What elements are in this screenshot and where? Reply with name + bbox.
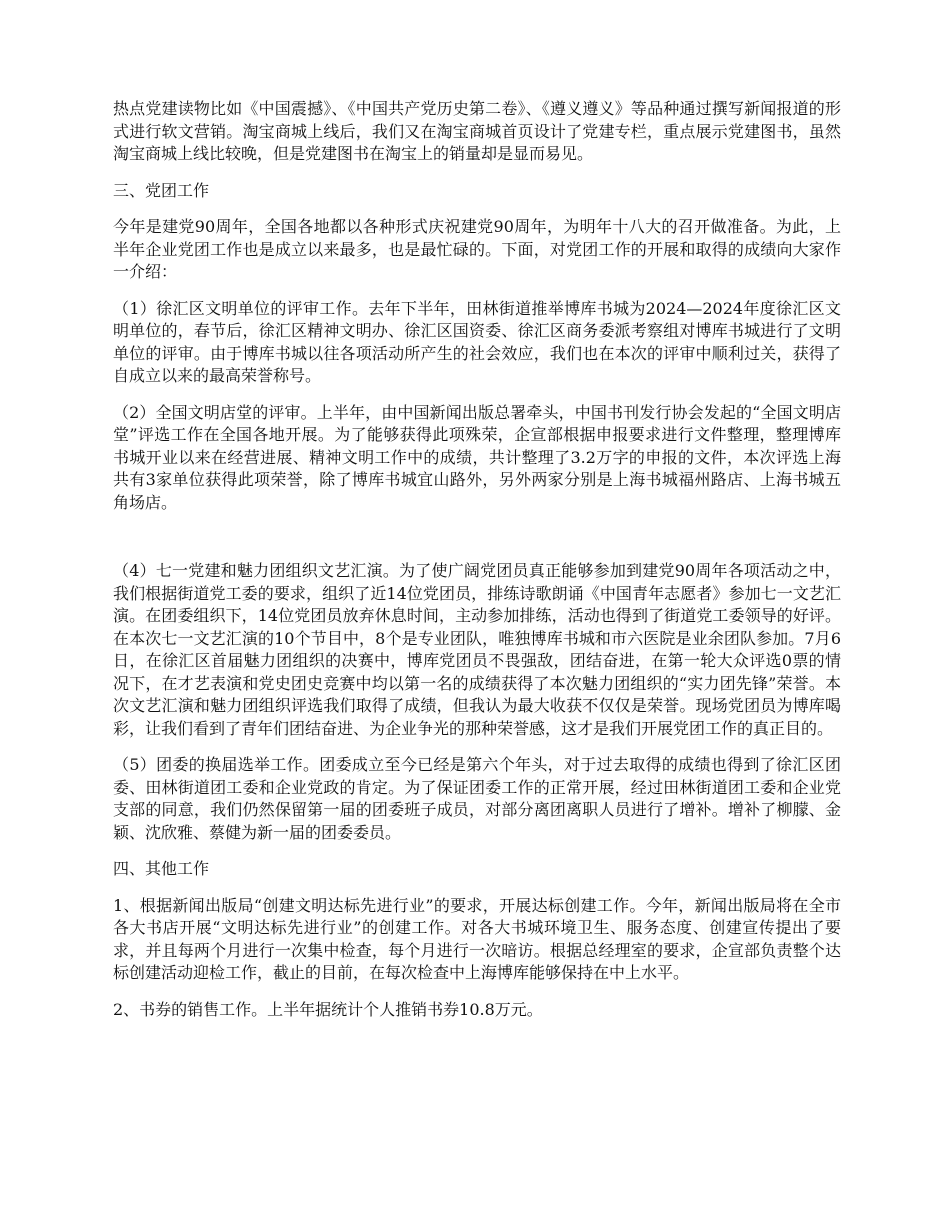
item-july-first-performance: （4）七一党建和魅力团组织文艺汇演。为了使广阔党团员真正能够参加到建党90周年各项活动之中，我们根据街道党工委的要求，组织了近14位党团员，排练诗歌朗诵《中国青年志愿者》参加七一文艺汇演。在团委组织下，14位党团员放弃休息时间，主动参加排练，活动也得到了街道党工委领导的好评。在本次七一文艺汇演的10个节目中，8个是专业团队，唯独博库书城和市六医院是业余团队参加。7月6日，在徐汇区首届魅力团组织的决赛中，博库党团员不畏强敌，团结奋进，在第一轮大众评选0票的情况下，在才艺表演和党史团史竞赛中均以第一名的成绩获得了本次魅力团组织的“实力团先锋”荣誉。本次文艺汇演和魅力团组织评选我们取得了成绩，但我认为最大收获不仅仅是荣誉。现场党团员为博库喝彩，让我们看到了青年们团结奋进、为企业争光的那种荣誉感，这才是我们开展党团工作的真正目的。	[113, 561, 841, 738]
section-heading-other-work: 四、其他工作	[113, 859, 210, 878]
item-league-election: （5）团委的换届选举工作。团委成立至今已经是第六个年头，对于过去取得的成绩也得到了徐汇区团委、田林街道团工委和企业党政的肯定。为了保证团委工作的正常开展，经过田林街道团工委和企业党支部的同意，我们仍然保留第一届的团委班子成员，对部分离团离职人员进行了增补。增补了柳朦、金颖、沈欣雅、蔡健为新一届的团委委员。	[113, 755, 841, 842]
other-item-book-vouchers: 2、书券的销售工作。上半年据统计个人推销书券10.8万元。	[113, 999, 543, 1019]
document-page	[113, 98, 841, 1021]
section-heading-party-work: 三、党团工作	[113, 180, 210, 200]
other-item-standards: 1、根据新闻出版局“创建文明达标先进行业”的要求，开展达标创建工作。今年，新闻出版局将在全市各大书店开展“文明达标先进行业”的创建工作。对各大书城环境卫生、服务态度、创建宣传提出了要求，并且每两个月进行一次集中检查，每个月进行一次暗访。根据总经理室的要求，企宣部负责整个达标创建活动迎检工作，截止的目前，在每次检查中上海博库能够保持在中上水平。	[113, 895, 841, 982]
party-intro-paragraph: 今年是建党90周年，全国各地都以各种形式庆祝建党90周年，为明年十八大的召开做准备。为此，上半年企业党团工作也是成立以来最多，也是最忙碌的。下面，对党团工作的开展和取得的成绩向大家作一介绍：	[113, 217, 841, 281]
item-civilized-unit-review: （1）徐汇区文明单位的评审工作。去年下半年，田林街道推举博库书城为2024—2024年度徐汇区文明单位的，春节后，徐汇区精神文明办、徐汇区国资委、徐汇区商务委派考察组对博库书城进行了文明单位的评审。由于博库书城以往各项活动所产生的社会效应，我们也在本次的评审中顺利过关，获得了自成立以来的最高荣誉称号。	[113, 298, 841, 385]
item-civilized-store-review: （2）全国文明店堂的评审。上半年，由中国新闻出版总署牵头，中国书刊发行协会发起的“全国文明店堂”评选工作在全国各地开展。为了能够获得此项殊荣，企宣部根据申报要求进行文件整理，整理博库书城开业以来在经营进展、精神文明工作中的成绩，共计整理了3.2万字的申报的文件，本次评选上海共有3家单位获得此项荣誉，除了博库书城宜山路外，另外两家分别是上海书城福州路店、上海书城五角场店。	[113, 402, 841, 512]
intro-paragraph: 热点党建读物比如《中国震撼》、《中国共产党历史第二卷》、《遵义遵义》等品种通过撰写新闻报道的形式进行软文营销。淘宝商城上线后，我们又在淘宝商城首页设计了党建专栏，重点展示党建图书，虽然淘宝商城上线比较晚，但是党建图书在淘宝上的销量却是显而易见。	[113, 99, 841, 163]
